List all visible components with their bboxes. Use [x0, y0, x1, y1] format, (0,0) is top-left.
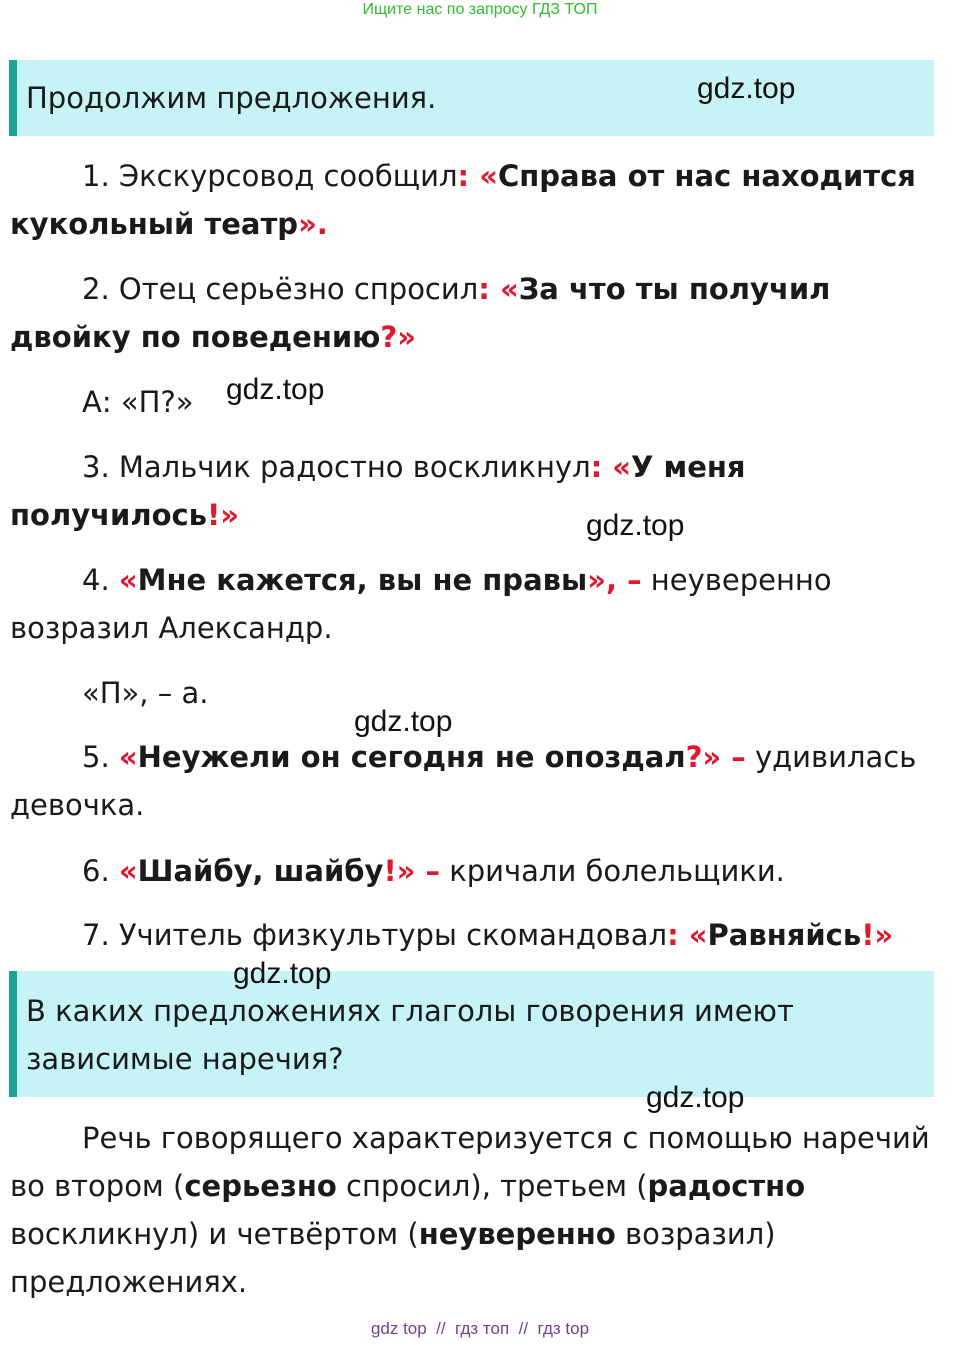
watermark-3: gdz.top: [586, 509, 685, 542]
sentence-2: 2. Отец серьёзно спросил: «За что ты получил двойку по поведению?»: [10, 272, 831, 354]
watermark-6: gdz.top: [646, 1081, 745, 1114]
sentence-7: 7. Учитель физкультуры скомандовал: «Равняйсь!»: [82, 918, 894, 952]
scheme-1: А: «П?»: [82, 385, 194, 419]
sentence-6: 6. «Шайбу, шайбу!» – кричали болельщики.: [82, 854, 785, 888]
top-banner: Ищите нас по запросу ГДЗ ТОП: [362, 1, 598, 18]
watermark-4: gdz.top: [354, 705, 453, 738]
watermark-2: gdz.top: [226, 373, 325, 406]
sentence-5: 5. «Неужели он сегодня не опоздал?» – удивилась девочка.: [10, 740, 917, 822]
sentence-4: 4. «Мне кажется, вы не правы», – неуверенно возразил Александр.: [10, 563, 832, 645]
sentence-1: 1. Экскурсовод сообщил: «Справа от нас находится кукольный театр».: [10, 159, 916, 241]
scheme-2: «П», – а.: [82, 676, 209, 710]
task-1-text: Продолжим предложения.: [26, 81, 437, 115]
sentence-3: 3. Мальчик радостно воскликнул: «У меня получилось!»: [10, 450, 746, 532]
answer-paragraph: Речь говорящего характеризуется с помощью наречий во втором (серьезно спросил), третьем (радостно воскликнул) и четвёртом (неуверенно возразил) предложениях.: [10, 1121, 930, 1299]
watermark-5: gdz.top: [233, 957, 332, 990]
footer-links[interactable]: gdz top // гдз топ // гдз top: [370, 1319, 590, 1338]
watermark-1: gdz.top: [697, 72, 796, 105]
task-box-2: [9, 971, 934, 1097]
task-2-text: В каких предложениях глаголы говорения имеют зависимые наречия?: [26, 994, 794, 1076]
